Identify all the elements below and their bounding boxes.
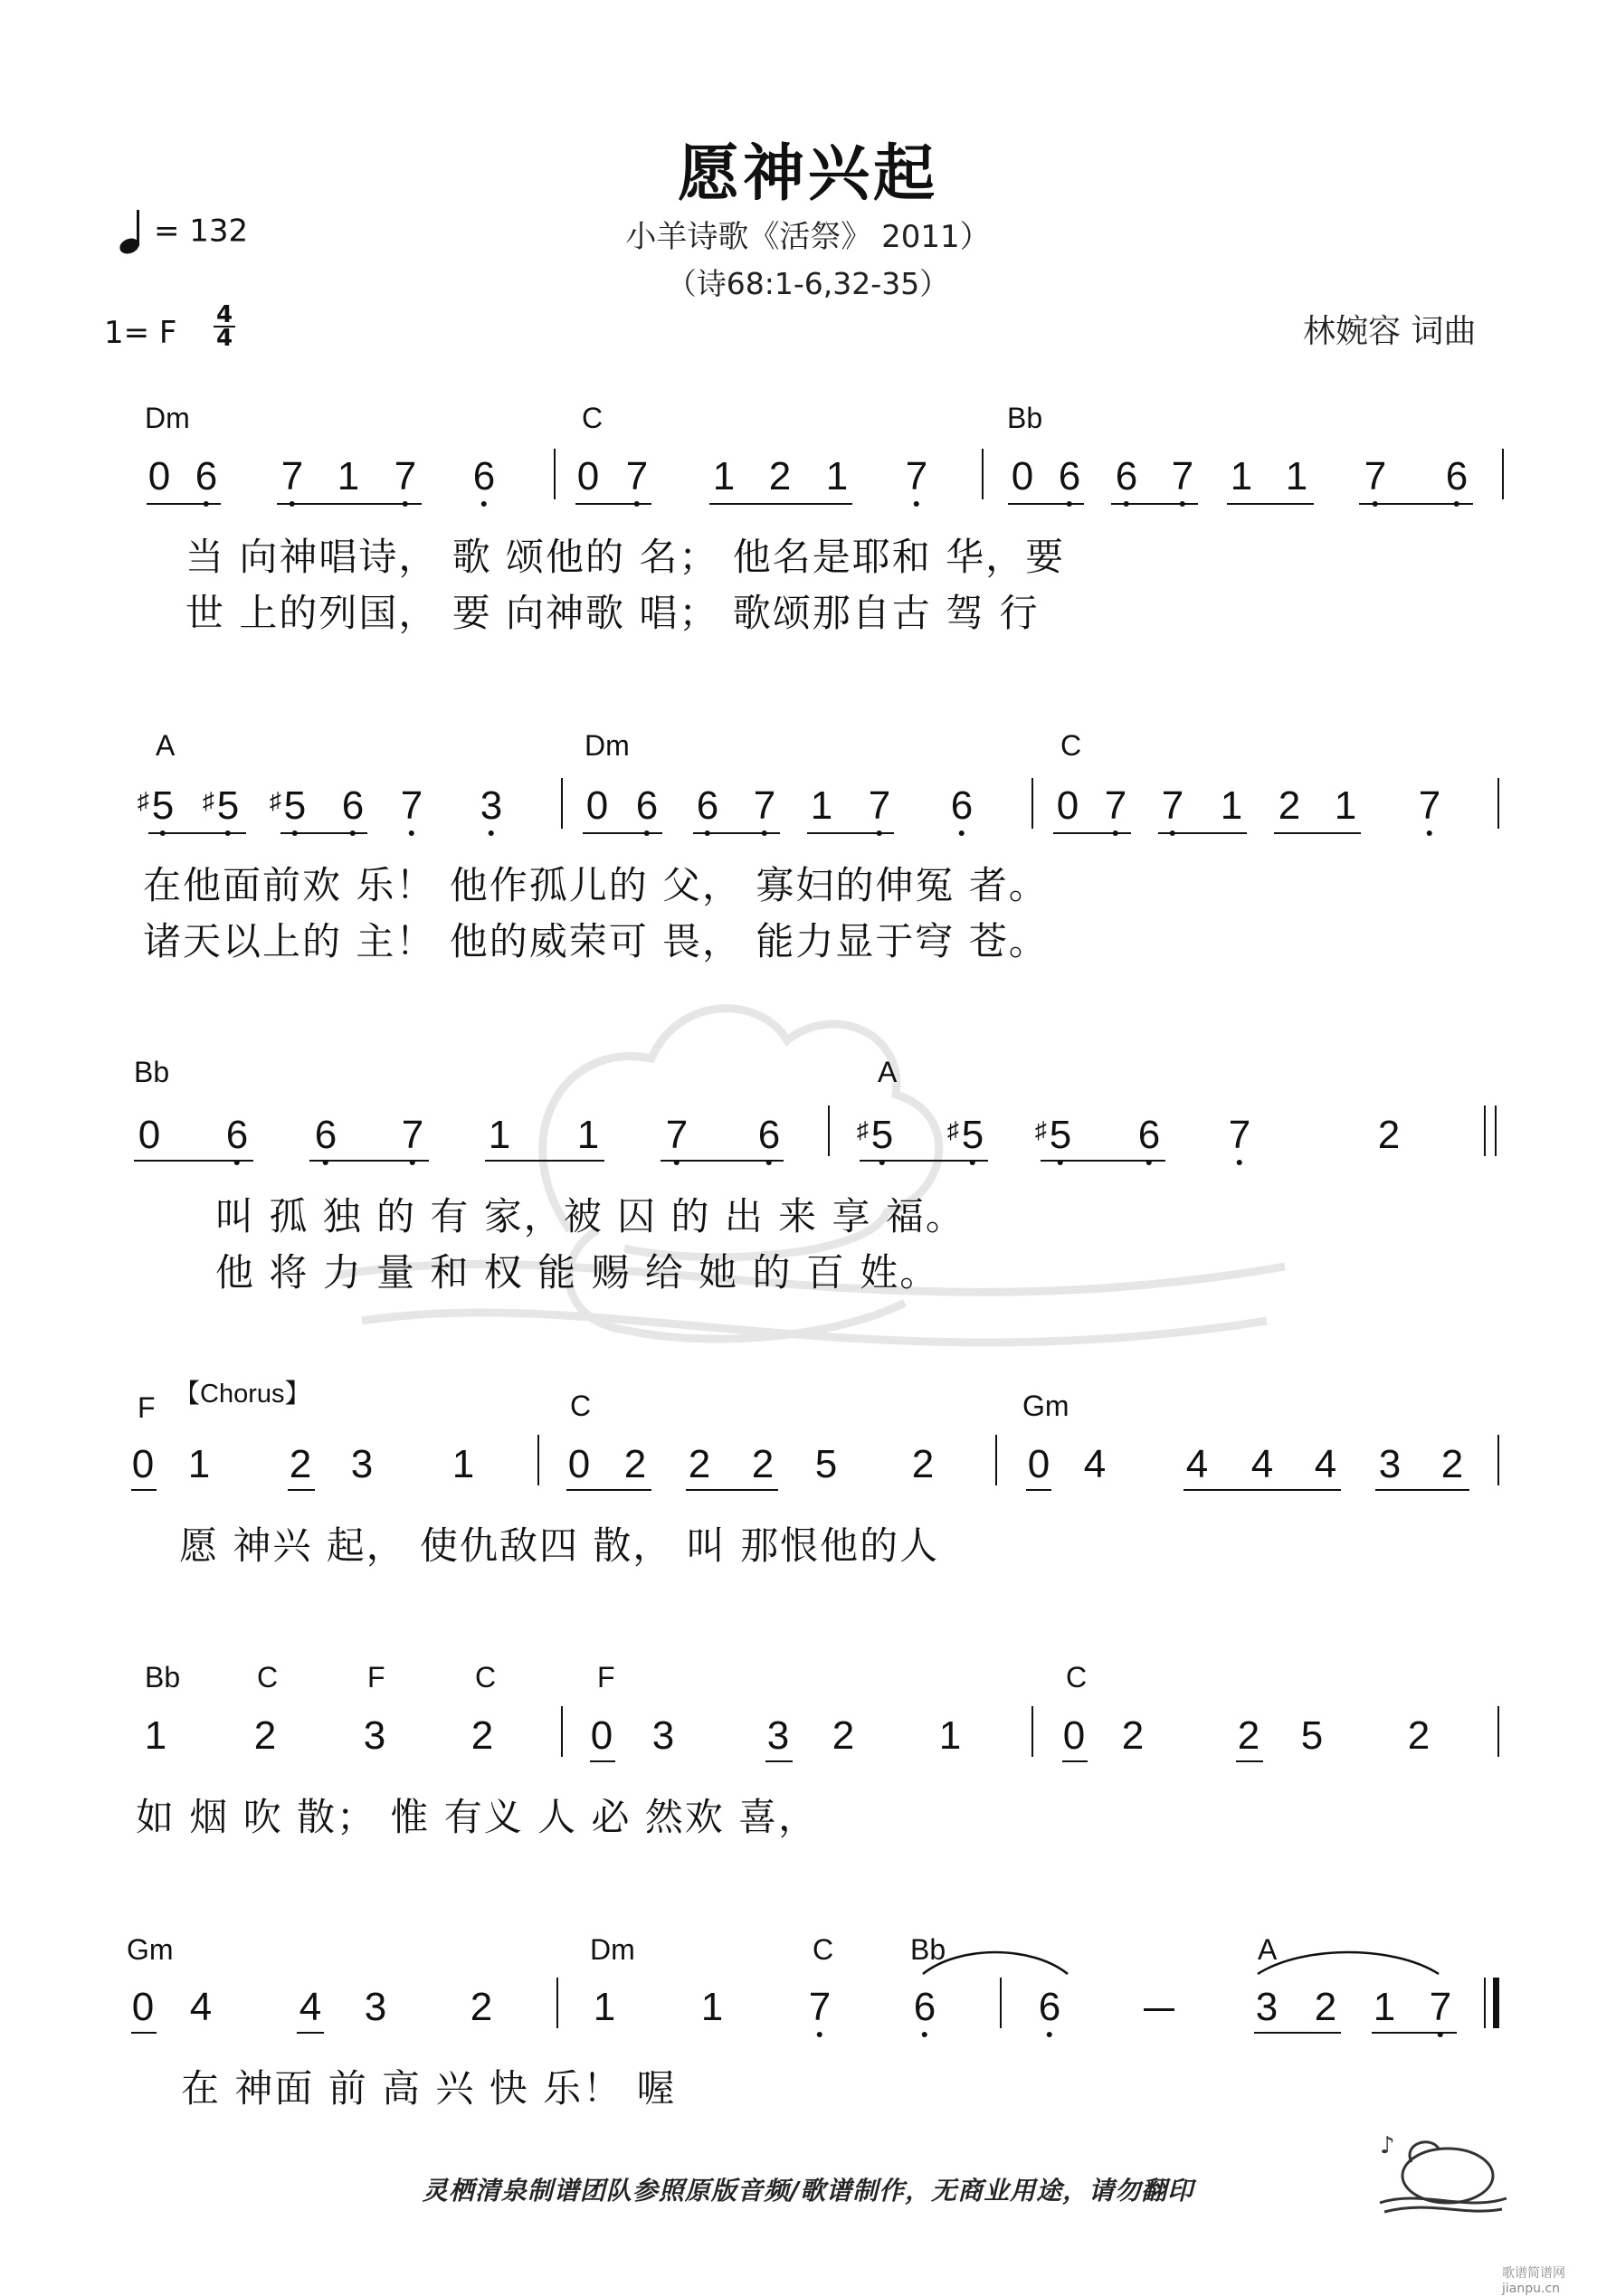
note: 1 — [1334, 783, 1357, 828]
note: 4 — [1083, 1442, 1107, 1486]
beam — [134, 1160, 253, 1162]
chord-label: Bb — [145, 1661, 181, 1694]
note: 3 — [1255, 1985, 1279, 2029]
note: 6 — [315, 1113, 337, 1158]
note: 2 — [1237, 1713, 1260, 1758]
chord-label: C — [1066, 1661, 1088, 1694]
chord-label: C — [257, 1661, 279, 1694]
chord-label: C — [570, 1390, 592, 1422]
bar-line — [554, 449, 556, 499]
beam — [765, 1760, 793, 1762]
bar-line — [561, 778, 563, 829]
song-title: 愿神兴起 — [677, 138, 938, 210]
beam — [1026, 1489, 1051, 1491]
beam — [1111, 503, 1198, 505]
note: 5 — [814, 1442, 838, 1486]
note: 0 — [576, 454, 600, 498]
note: 3 — [651, 1713, 675, 1758]
note: 3 — [363, 1713, 386, 1758]
note: 7 — [869, 783, 890, 829]
beam — [1359, 503, 1473, 505]
lyric-line: 当 向神唱诗， 歌 颂他的 名； 他名是耶和 华，要 — [185, 535, 1066, 579]
lyric-line: 他 将 力 量 和 权 能 赐 给 她 的 百 姓。 — [215, 1250, 940, 1295]
note: 1 — [452, 1442, 475, 1486]
note: ♯ 5 — [152, 783, 174, 829]
note: 0 — [131, 1985, 155, 2029]
chord-label: Bb — [910, 1933, 946, 1966]
lyric-line: 如 烟 吹 散； 惟 有义 人 必 然欢 喜， — [136, 1795, 819, 1839]
quarter-note-icon — [118, 210, 145, 255]
chord-label: Dm — [585, 729, 630, 762]
note: 7 — [906, 454, 927, 499]
note: 3 — [350, 1442, 374, 1486]
lyric-line: 诸天以上的 主！ 他的威荣可 畏， 能力显于穹 苍。 — [143, 919, 1049, 963]
chord-label: Gm — [1022, 1390, 1069, 1422]
note: ♯ 5 — [1050, 1113, 1071, 1158]
bar-line — [1031, 778, 1033, 829]
chord-label: A — [878, 1056, 898, 1088]
note: 7 — [1430, 1985, 1451, 2030]
tempo-marking — [118, 210, 248, 255]
note: 4 — [189, 1985, 213, 2029]
author-credit: 林婉容 词曲 — [1303, 313, 1477, 350]
note: 1 — [488, 1113, 511, 1157]
note: 2 — [911, 1442, 935, 1486]
chord-label: Dm — [145, 402, 190, 434]
scripture-reference: （诗68:1-6,32-35） — [666, 266, 950, 301]
note: 7 — [666, 1113, 688, 1158]
lyric-line: 叫 孤 独 的 有 家，被 囚 的 出 来 享 福。 — [215, 1194, 965, 1238]
lyric-line: 愿 神兴 起， 使仇敌四 散， 叫 那恨他的人 — [179, 1523, 940, 1568]
note: 0 — [147, 454, 171, 498]
beam — [1254, 2032, 1341, 2034]
beam — [131, 1489, 157, 1491]
note: 6 — [951, 783, 973, 829]
note: 6 — [1138, 1113, 1160, 1158]
note: 1 — [593, 1985, 616, 2029]
beam — [583, 832, 662, 834]
tie-arc — [914, 1945, 1077, 1981]
note: 6 — [636, 783, 658, 829]
note: 0 — [1011, 454, 1034, 498]
note: 1 — [144, 1713, 167, 1758]
note: 0 — [1062, 1713, 1086, 1758]
bar-line — [1497, 1435, 1499, 1485]
bar-line — [995, 1435, 997, 1485]
beam — [280, 832, 367, 834]
beam — [1183, 1489, 1341, 1491]
note: 2 — [289, 1442, 312, 1486]
chord-label: C — [475, 1661, 497, 1694]
note: 1 — [1220, 783, 1243, 828]
beam — [860, 1160, 988, 1162]
beam — [297, 2032, 324, 2034]
bar-line — [561, 1706, 563, 1757]
bar-line — [1497, 1706, 1499, 1757]
chord-label: A — [1258, 1933, 1278, 1966]
beam — [1062, 1760, 1088, 1762]
note: 7 — [394, 454, 416, 499]
note: 1 — [337, 454, 360, 498]
bar-line — [1484, 1105, 1486, 1156]
note: 2 — [1407, 1713, 1431, 1758]
beam — [309, 1160, 429, 1162]
chord-label: F — [597, 1661, 615, 1694]
note: 1 — [1285, 454, 1308, 498]
note: 7 — [626, 454, 648, 499]
note: 6 — [697, 783, 718, 829]
note: 7 — [1172, 454, 1193, 499]
note: 0 — [567, 1442, 591, 1486]
note: 3 — [1378, 1442, 1402, 1486]
bar-line — [828, 1105, 830, 1156]
beam — [131, 2032, 157, 2034]
key-signature: 1= F — [104, 315, 177, 351]
note: 0 — [138, 1113, 161, 1157]
note: 6 — [1039, 1985, 1060, 2030]
note: 6 — [473, 454, 495, 499]
note: 2 — [623, 1442, 647, 1486]
note: 1 — [1230, 454, 1253, 498]
bar-line — [1484, 1978, 1486, 2028]
note: 7 — [1162, 783, 1183, 829]
lyric-line: 在他面前欢 乐！ 他作孤儿的 父， 寡妇的伸冤 者。 — [143, 863, 1049, 907]
note: 1 — [700, 1985, 724, 2029]
time-sig-bottom: 4 — [215, 325, 233, 352]
beam — [661, 1160, 784, 1162]
tempo-value: = 132 — [154, 213, 249, 250]
chord-label: F — [367, 1661, 385, 1694]
note: 5 — [1300, 1713, 1324, 1758]
note: 4 — [299, 1985, 322, 2029]
lyric-line: 世 上的列国， 要 向神歌 唱； 歌颂那自古 驾 行 — [185, 591, 1040, 635]
note: 2 — [1440, 1442, 1464, 1486]
note: 1 — [712, 454, 736, 498]
note: 6 — [226, 1113, 248, 1158]
note: 7 — [754, 783, 775, 829]
bar-line — [1497, 778, 1499, 829]
note: 7 — [809, 1985, 831, 2030]
beam — [1041, 1160, 1165, 1162]
beam — [1372, 2032, 1457, 2034]
note: 1 — [810, 783, 833, 828]
note: 2 — [1377, 1113, 1401, 1157]
note: 7 — [1419, 783, 1440, 829]
note: 2 — [253, 1713, 277, 1758]
chord-label: C — [813, 1933, 834, 1966]
chord-label: Dm — [590, 1933, 635, 1966]
chord-label: A — [156, 729, 176, 762]
note: 6 — [1059, 454, 1080, 499]
chord-label: C — [582, 402, 604, 434]
bar-line — [982, 449, 984, 499]
beam — [277, 503, 422, 505]
note: 0 — [585, 783, 609, 828]
note: 7 — [281, 454, 303, 499]
note: 7 — [1364, 454, 1386, 499]
note: 2 — [768, 454, 792, 498]
lamb-watermark-icon — [326, 959, 1294, 1393]
note: 0 — [590, 1713, 613, 1758]
beam — [693, 832, 780, 834]
time-sig-top: 4 — [215, 301, 233, 328]
note: 0 — [1056, 783, 1079, 828]
beam — [1227, 503, 1314, 505]
note: 7 — [401, 783, 423, 829]
note: 3 — [364, 1985, 387, 2029]
beam — [1236, 1760, 1263, 1762]
note: 3 — [766, 1713, 790, 1758]
note: 6 — [1116, 454, 1137, 499]
note: 2 — [1278, 783, 1301, 828]
note: 0 — [1027, 1442, 1050, 1486]
note: 2 — [688, 1442, 711, 1486]
beam — [1274, 832, 1361, 834]
note: 4 — [1314, 1442, 1337, 1486]
beam — [1375, 1489, 1469, 1491]
slur-arc — [1249, 1945, 1448, 1981]
site-watermark: 歌谱简谱网 jianpu.cn — [1502, 2266, 1565, 2296]
bar-line — [1000, 1978, 1002, 2028]
beam — [147, 503, 221, 505]
note: ♯ 5 — [217, 783, 239, 829]
note: 7 — [402, 1113, 423, 1158]
bar-line — [1502, 449, 1504, 499]
beam — [575, 503, 651, 505]
note: 1 — [938, 1713, 962, 1758]
footer-note: 灵栖清泉制谱团队参照原版音频/歌谱制作，无商业用途，请勿翻印 — [422, 2176, 1194, 2206]
beam — [288, 1489, 315, 1491]
note: 1 — [576, 1113, 600, 1157]
note: 6 — [758, 1113, 780, 1158]
svg-text:♪: ♪ — [1380, 2132, 1395, 2159]
beam — [807, 832, 894, 834]
note: 6 — [1446, 454, 1468, 499]
bar-line — [537, 1435, 539, 1485]
chord-label: Bb — [134, 1056, 170, 1088]
sustain-dash — [1144, 2008, 1174, 2011]
bar-line — [1031, 1706, 1033, 1757]
note: 6 — [342, 783, 364, 829]
beam — [590, 1760, 615, 1762]
note: 0 — [131, 1442, 155, 1486]
note: 2 — [751, 1442, 775, 1486]
note: 2 — [1121, 1713, 1145, 1758]
beam — [1158, 832, 1247, 834]
note: 2 — [832, 1713, 855, 1758]
note: 2 — [470, 1985, 493, 2029]
final-bar-line — [1493, 1978, 1499, 2028]
double-bar-line — [1495, 1105, 1497, 1156]
beam — [1053, 832, 1131, 834]
note: ♯ 5 — [284, 783, 306, 829]
note: 4 — [1250, 1442, 1274, 1486]
note: 7 — [1229, 1113, 1250, 1158]
song-source: 小羊诗歌《活祭》 2011） — [625, 219, 991, 255]
note: 3 — [480, 783, 502, 829]
note: 7 — [1105, 783, 1126, 829]
note: ♯ 5 — [871, 1113, 893, 1158]
beam — [709, 503, 852, 505]
beam — [686, 1489, 778, 1491]
note: 6 — [914, 1985, 936, 2030]
note: 1 — [825, 454, 849, 498]
note: 2 — [1314, 1985, 1337, 2029]
beam — [566, 1489, 651, 1491]
note: 6 — [195, 454, 217, 499]
note: 2 — [471, 1713, 494, 1758]
beam — [1008, 503, 1084, 505]
bar-line — [556, 1978, 558, 2028]
note: 1 — [1373, 1985, 1396, 2029]
lyric-line: 在 神面 前 高 兴 快 乐！ 喔 — [181, 2066, 677, 2111]
note: 1 — [187, 1442, 211, 1486]
note: 4 — [1185, 1442, 1209, 1486]
chord-label: F — [138, 1391, 156, 1424]
chord-label: Bb — [1007, 402, 1043, 434]
time-signature — [214, 301, 235, 352]
chorus-label: 【Chorus】 — [174, 1380, 311, 1409]
chord-label: Gm — [127, 1933, 174, 1966]
beam — [148, 832, 246, 834]
chord-label: C — [1060, 729, 1082, 762]
note: ♯ 5 — [962, 1113, 984, 1158]
beam — [485, 1160, 604, 1162]
